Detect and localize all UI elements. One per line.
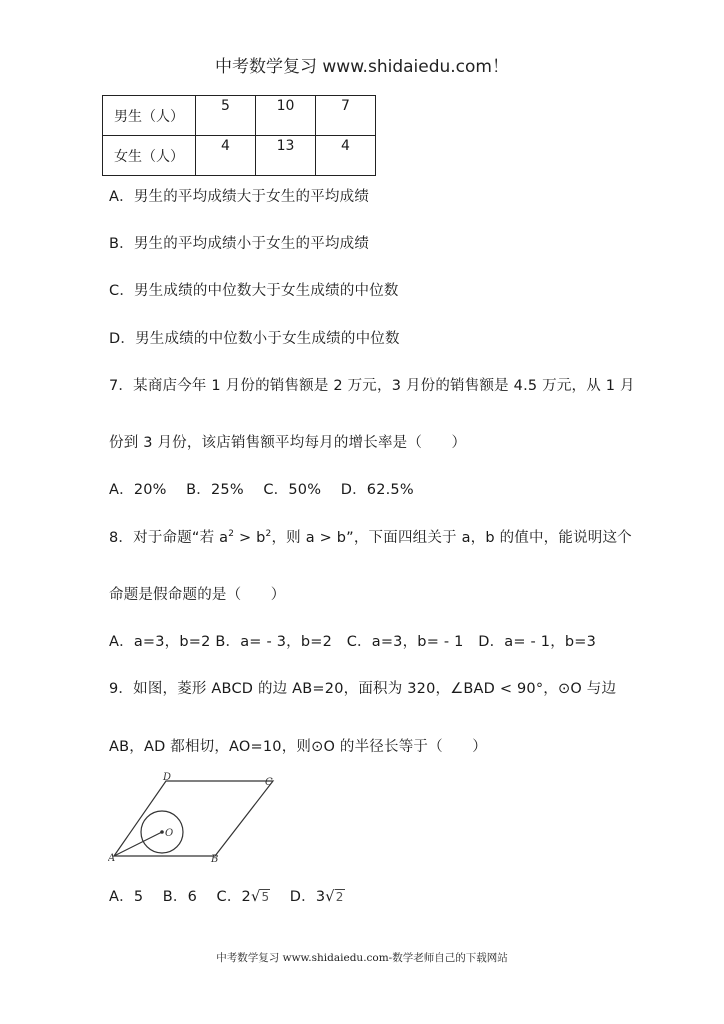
- table-cell: 7: [316, 96, 376, 136]
- q6-option-b: B．男生的平均成绩小于女生的平均成绩: [109, 236, 370, 252]
- segment-ao: [114, 832, 162, 856]
- q9-options-prefix: A．5 B．6 C．2: [109, 889, 251, 905]
- q8-text-b: > b: [234, 530, 266, 546]
- radicand-2: 2: [335, 890, 344, 904]
- q8-text-c: ，则 a > b”，下面四组关于 a，b 的值中，能说明这个: [271, 530, 632, 546]
- label-a: A: [108, 853, 116, 864]
- q6-option-a: A．男生的平均成绩大于女生的平均成绩: [109, 189, 370, 205]
- label-o: O: [165, 828, 174, 839]
- radicand-5: 5: [261, 890, 270, 904]
- page-header: 中考数学复习 www.shidaiedu.com！: [215, 57, 509, 77]
- label-d: D: [163, 772, 172, 783]
- sqrt-symbol: √5: [251, 889, 270, 905]
- table-cell: 10: [256, 96, 316, 136]
- q8-text-a: 8．对于命题“若 a: [109, 530, 229, 546]
- q8-exponent-a: 2: [228, 529, 235, 540]
- q8-exponent-b: 2: [265, 529, 272, 540]
- sqrt-symbol: √2: [325, 889, 344, 905]
- table-cell: 13: [256, 136, 316, 176]
- table-cell: 5: [196, 96, 256, 136]
- row-label-boys: 男生（人）: [103, 96, 196, 136]
- table-cell: 4: [316, 136, 376, 176]
- q8-stem-line1: [109, 526, 632, 547]
- q9-stem-line1: 9．如图，菱形 ABCD 的边 AB=20，面积为 320，∠BAD < 90°，⊙O 与边: [109, 681, 617, 697]
- rhombus-figure: [108, 770, 283, 865]
- label-b: B: [211, 854, 219, 865]
- page-footer: 中考数学复习 www.shidaiedu.com-数学老师自己的下载网站: [216, 952, 508, 964]
- q9-options-mid: D．3: [270, 889, 326, 905]
- q9-stem-line2: AB，AD 都相切，AO=10，则⊙O 的半径长等于（ ）: [109, 739, 487, 755]
- rhombus-outline: [114, 781, 273, 856]
- row-label-girls: 女生（人）: [103, 136, 196, 176]
- q8-options: A．a=3，b=2 B．a= - 3，b=2 C．a=3，b= - 1 D．a= - 1，b=3: [109, 634, 597, 650]
- q7-options: A．20% B．25% C．50% D．62.5%: [109, 482, 414, 498]
- q9-options: [109, 885, 345, 906]
- table-cell: 4: [196, 136, 256, 176]
- score-table: [102, 95, 376, 176]
- q8-stem-line2: 命题是假命题的是（ ）: [109, 587, 286, 603]
- label-c: C: [265, 777, 273, 788]
- q7-stem-line2: 份到 3 月份，该店销售额平均每月的增长率是（ ）: [109, 435, 467, 451]
- center-point: [160, 830, 164, 834]
- table-row: [103, 136, 376, 176]
- q6-option-d: D．男生成绩的中位数小于女生成绩的中位数: [109, 331, 400, 347]
- table-row: [103, 96, 376, 136]
- q6-option-c: C．男生成绩的中位数大于女生成绩的中位数: [109, 283, 399, 299]
- q7-stem-line1: 7．某商店今年 1 月份的销售额是 2 万元，3 月份的销售额是 4.5 万元，从 1 月: [109, 378, 635, 394]
